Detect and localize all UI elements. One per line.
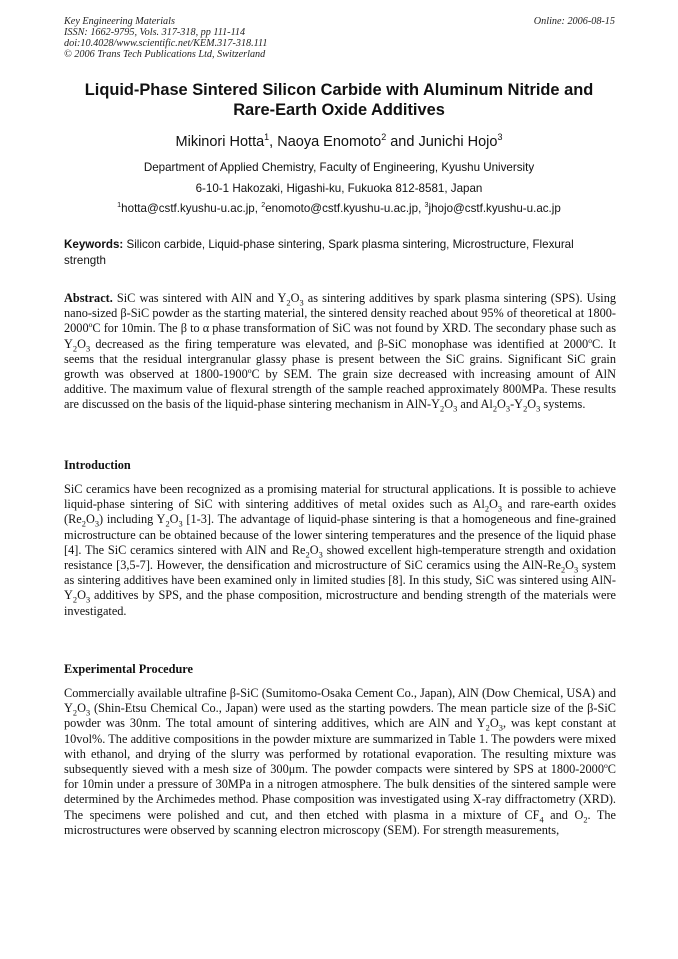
keywords bbox=[64, 237, 616, 269]
introduction-body bbox=[64, 482, 616, 619]
online-date: Online: 2006-08-15 bbox=[533, 16, 615, 27]
email-3[interactable]: jhojo@cstf.kyushu-u.ac.jp bbox=[428, 202, 561, 215]
subscript: 4 bbox=[539, 815, 544, 825]
abstract-text: as sintering additives by spark plasma sintering (SPS). Using nano-sized β-SiC powder as the starting material, the sintered density reached about 95% of theoretical at 1800-2000 bbox=[64, 291, 616, 336]
subscript: 2 bbox=[492, 404, 497, 414]
subscript: 3 bbox=[498, 723, 503, 733]
exp-text: (Shin-Etsu Chemical Co., Japan) were used as the starting powders. The mean particle size of the β-SiC powder was 30nm. The total amount of sintering additives, which are AlN and Y bbox=[64, 701, 616, 731]
subscript: 3 bbox=[85, 344, 91, 354]
author-3-marker: 3 bbox=[497, 132, 503, 143]
intro-text: ) including Y bbox=[99, 512, 166, 527]
subscript: 2 bbox=[485, 723, 490, 733]
title-line-2: Rare-Earth Oxide Additives bbox=[233, 101, 445, 119]
experimental-heading: Experimental Procedure bbox=[64, 662, 193, 676]
subscript: 2 bbox=[286, 298, 291, 308]
exp-text: . The microstructures were observed by scanning electron microscopy (SEM). For strength measurements, bbox=[64, 807, 616, 837]
exp-text: O bbox=[489, 716, 499, 731]
affiliation-address: 6-10-1 Hakozaki, Higashi-ku, Fukuoka 812-8581, Japan bbox=[195, 182, 483, 195]
abstract-text: O bbox=[527, 397, 537, 412]
journal-header bbox=[64, 16, 267, 60]
author-list bbox=[40, 134, 638, 150]
intro-text: showed excellent high-temperature strength and oxidation resistance [3,5-7]. However, the densification and microstructure of SiC ceramics using the AlN-Re bbox=[64, 542, 616, 573]
journal-doi: doi:10.4028/www.scientific.net/KEM.317-318.111 bbox=[64, 38, 268, 49]
subscript: 3 bbox=[299, 298, 304, 308]
intro-text: additives by SPS, and the phase composition, microstructure and bending strength of the materials were investigated. bbox=[64, 588, 616, 618]
degree-sign: o bbox=[588, 335, 592, 345]
subscript: 3 bbox=[536, 404, 541, 414]
abstract-text: -Y bbox=[510, 397, 524, 412]
journal-issn: ISSN: 1662-9795, Vols. 317-318, pp 111-114 bbox=[64, 27, 246, 38]
subscript: 2 bbox=[484, 504, 490, 514]
subscript: 2 bbox=[560, 565, 566, 575]
exp-text: Commercially available ultrafine β-SiC (Sumitomo-Osaka Cement Co., Japan), AlN (Dow Chemical, USA) and Y bbox=[64, 686, 616, 716]
subscript: 3 bbox=[505, 404, 511, 414]
subscript: 3 bbox=[318, 550, 323, 560]
intro-text: system as sintering additives have been examined only in limited studies [8]. In this study, SiC was sintered using AlN-Y bbox=[64, 558, 616, 603]
degree-sign: o bbox=[247, 365, 252, 375]
author-1: Mikinori Hotta bbox=[175, 134, 265, 150]
intro-text: O bbox=[77, 588, 86, 603]
email-2-marker: 2 bbox=[261, 200, 266, 210]
abstract-text: systems. bbox=[540, 397, 586, 412]
journal-name: Key Engineering Materials bbox=[64, 16, 175, 27]
exp-text: , was kept constant at 10vol%. The additive compositions in the powder mixture are summarized in Table 1. The powders were mixed with ethanol, and drying of the slurry was performed by rotational evaporation. The resulting mixture was subsequently sieved with a mesh size of 300μm. The powder compacts were sintered by SPS at 1800-2000 bbox=[64, 716, 616, 777]
abstract-text: C by SEM. The grain size decreased with increasing amount of AlN additive. The maximum value of flexural strength of the sample reached approximately 800MPa. These results are discussed on the basis of the liquid-phase sintering mechanism in AlN-Y bbox=[64, 367, 616, 412]
email-1-marker: 1 bbox=[117, 200, 122, 210]
abstract-text: O bbox=[497, 397, 506, 412]
exp-text: C for 10min under a pressure of 30MPa in a nitrogen atmosphere. The bulk densities of the sintered sample were determined by the Archimedes method. Phase composition was investigated using X-ray diffractometry (XRD). The specimens were polished and cut, and then etched with plasma in a mixture of CF bbox=[64, 762, 616, 822]
keywords-label: Keywords: bbox=[64, 238, 124, 251]
author-emails bbox=[40, 202, 638, 215]
keywords-text: Silicon carbide, Liquid-phase sintering, Spark plasma sintering, Microstructure, Flexural strength bbox=[64, 238, 574, 267]
experimental-body bbox=[64, 686, 616, 838]
intro-text: O bbox=[309, 542, 319, 557]
author-1-marker: 1 bbox=[264, 132, 270, 143]
abstract bbox=[64, 291, 616, 413]
abstract-text: decreased as the firing temperature was elevated, and β-SiC monophase was identified at 2000 bbox=[90, 336, 589, 351]
paper-title bbox=[40, 80, 638, 120]
subscript: 2 bbox=[72, 344, 78, 354]
subscript: 2 bbox=[165, 519, 170, 529]
abstract-text: and Al bbox=[457, 397, 493, 412]
title-line-1: Liquid-Phase Sintered Silicon Carbide with Aluminum Nitride and bbox=[84, 81, 594, 99]
intro-text: O bbox=[85, 512, 95, 527]
author-3: and Junichi Hojo bbox=[386, 134, 498, 150]
subscript: 3 bbox=[497, 504, 503, 514]
author-2-marker: 2 bbox=[381, 132, 387, 143]
author-2: , Naoya Enomoto bbox=[269, 134, 382, 150]
subscript: 2 bbox=[305, 550, 310, 560]
subscript: 3 bbox=[453, 404, 458, 414]
abstract-text: C. It seems that the residual intergranular glassy phase is present between the SiC grains. Significant SiC grain growth was observed at 1800-1900 bbox=[64, 336, 616, 382]
abstract-label: Abstract. bbox=[64, 291, 113, 305]
degree-sign: o bbox=[603, 760, 608, 770]
email-1[interactable]: hotta@cstf.kyushu-u.ac.jp, bbox=[121, 202, 262, 215]
intro-text: and rare-earth oxides (Re bbox=[64, 497, 616, 527]
intro-text: [1-3]. The advantage of liquid-phase sintering is that a homogeneous and fine-grained microstructure can be obtained because of the lower sintering temperatures and the presence of the liquid phase [4]. The SiC ceramics sintered with AlN and Re bbox=[64, 512, 616, 557]
abstract-text: O bbox=[290, 291, 300, 305]
introduction-heading: Introduction bbox=[64, 458, 131, 472]
subscript: 2 bbox=[583, 815, 588, 825]
intro-text: O bbox=[565, 558, 575, 573]
email-2[interactable]: enomoto@cstf.kyushu-u.ac.jp, bbox=[265, 202, 425, 215]
subscript: 2 bbox=[440, 404, 445, 414]
intro-text: O bbox=[169, 512, 179, 527]
subscript: 2 bbox=[72, 708, 78, 718]
subscript: 3 bbox=[85, 708, 91, 718]
exp-text: O bbox=[77, 701, 86, 716]
subscript: 2 bbox=[72, 595, 78, 605]
email-3-marker: 3 bbox=[424, 200, 429, 210]
affiliation-department: Department of Applied Chemistry, Faculty of Engineering, Kyushu University bbox=[143, 161, 535, 174]
journal-copyright: © 2006 Trans Tech Publications Ltd, Switzerland bbox=[64, 49, 266, 60]
subscript: 3 bbox=[574, 565, 579, 575]
exp-text: and O bbox=[543, 807, 584, 822]
abstract-text: O bbox=[77, 336, 86, 351]
subscript: 2 bbox=[81, 519, 86, 529]
intro-text: SiC ceramics have been recognized as a promising material for structural applications. It is possible to achieve liquid-phase sintering of SiC with sintering additives of metal oxides such as Al bbox=[64, 482, 616, 512]
abstract-text: O bbox=[444, 397, 454, 412]
degree-sign: o bbox=[88, 320, 93, 330]
subscript: 3 bbox=[94, 519, 100, 529]
subscript: 3 bbox=[85, 595, 91, 605]
subscript: 3 bbox=[178, 519, 183, 529]
subscript: 2 bbox=[523, 404, 528, 414]
abstract-text: SiC was sintered with AlN and Y bbox=[112, 291, 287, 305]
intro-text: O bbox=[489, 497, 498, 512]
abstract-text: C for 10min. The β to α phase transformation of SiC was not found by XRD. The secondary phase such as Y bbox=[64, 321, 616, 351]
